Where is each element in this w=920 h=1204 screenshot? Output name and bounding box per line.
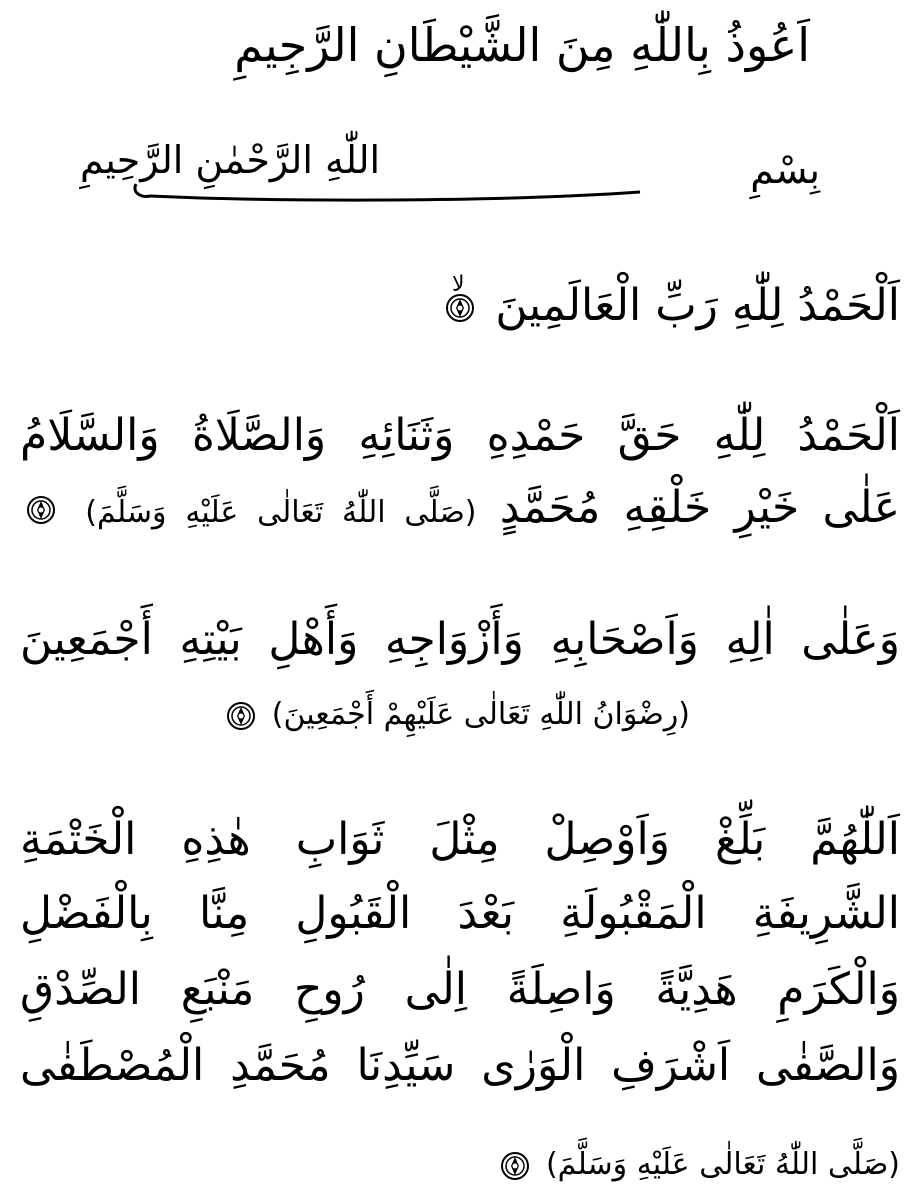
salawat-end-line: [400, 1147, 900, 1182]
hamd-line: [20, 280, 900, 331]
para2-line2-text: عَلٰى خَيْرِ خَلْقِهِ مُحَمَّدٍ: [499, 482, 900, 533]
rosette-icon: [445, 293, 475, 323]
salawat-inline: (صَلَّى اللّٰهُ تَعَالٰى عَلَيْهِ وَسَلَّمَ): [85, 495, 477, 530]
para2-line1: اَلْحَمْدُ لِلّٰهِ حَقَّ حَمْدِهِ وَثَنَائِهِ وَالصَّلَاةُ وَالسَّلَامُ: [20, 410, 900, 461]
dua-line1: اَللّٰهُمَّ بَلِّغْ وَاَوْصِلْ مِثْلَ ثَوَابِ هٰذِهِ الْخَتْمَةِ: [20, 814, 900, 865]
ridwan-line: [20, 697, 690, 732]
ridwan-text: (رِضْوَانُ اللّٰهِ تَعَالٰى عَلَيْهِمْ أَجْمَعِينَ): [271, 697, 690, 732]
rosette-icon: [226, 701, 256, 731]
rosette-icon: [26, 495, 56, 525]
salawat-end-text: (صَلَّى اللّٰهُ تَعَالٰى عَلَيْهِ وَسَلَّمَ): [545, 1147, 900, 1182]
dua-line4: وَالصَّفٰى اَشْرَفِ الْوَرٰى سَيِّدِنَا مُحَمَّدِ الْمُصْطَفٰى: [20, 1040, 900, 1091]
para3-line1: وَعَلٰى اٰلِهِ وَاَصْحَابِهِ وَأَزْوَاجِهِ وَأَهْلِ بَيْتِهِ أَجْمَعِينَ: [20, 614, 900, 665]
basmala-bism: بِسْمِ: [750, 148, 820, 192]
istiadha-line: اَعُوذُ بِاللّٰهِ مِنَ الشَّيْطَانِ الرَّجِيمِ: [234, 18, 810, 72]
para2-line2: [20, 482, 900, 533]
dua-line2: الشَّرِيفَةِ الْمَقْبُولَةِ بَعْدَ الْقَبُولِ مِنَّا بِالْفَضْلِ: [20, 888, 900, 939]
hamd-text: اَلْحَمْدُ لِلّٰهِ رَبِّ الْعَالَمِينَ: [495, 280, 900, 331]
rosette-icon: [500, 1151, 530, 1181]
basmala: [80, 118, 820, 218]
dua-line3: وَالْكَرَمِ هَدِيَّةً وَاصِلَةً اِلٰى رُوحِ مَنْبَعِ الصِّدْقِ: [20, 964, 900, 1015]
waqf-mark: لا: [452, 272, 465, 297]
basmala-rest: اللّٰهِ الرَّحْمٰنِ الرَّحِيمِ: [80, 138, 381, 182]
